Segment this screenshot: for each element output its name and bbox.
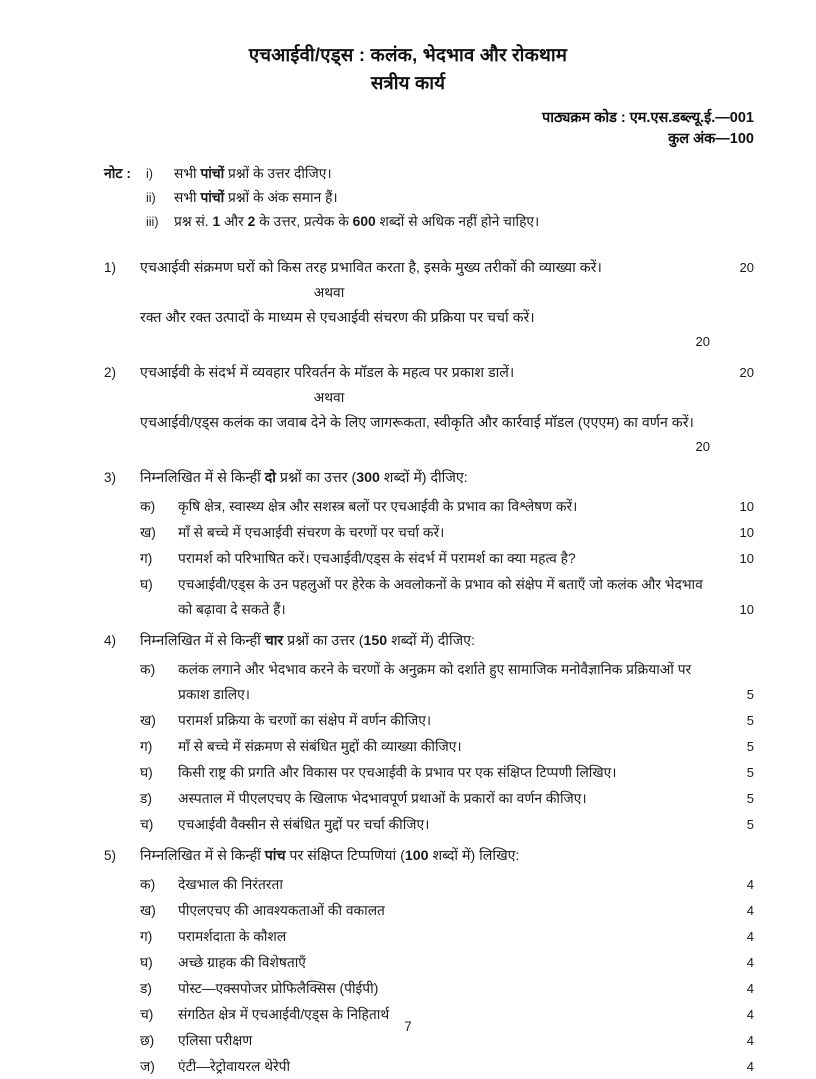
title-line-1: एचआईवी/एड्स : कलंक, भेदभाव और रोकथाम [248, 44, 568, 65]
note-section [0, 162, 816, 234]
sub-question-list [104, 872, 754, 1079]
sub-question-text: एंटी—रेट्रोवायरल थेरेपी [178, 1059, 291, 1074]
alternative-text: रक्त और रक्त उत्पादों के माध्यम से एचआईवी संचरण की प्रक्रिया पर चर्चा करें। [140, 310, 535, 326]
question-text: एचआईवी के संदर्भ में व्यवहार परिवर्तन के मॉडल के महत्व पर प्रकाश डालें। [140, 365, 515, 381]
note-item-text [174, 210, 816, 233]
question-lead-part: निम्नलिखित में से किन्हीं [140, 848, 265, 864]
question-lead-part: निम्नलिखित में से किन्हीं [140, 633, 265, 649]
sub-question-marks: 4 [746, 981, 754, 996]
note-emphasis: 1 [212, 214, 221, 229]
sub-question-row [104, 924, 754, 949]
question-block [104, 844, 754, 1079]
question-lead-part: निम्नलिखित में से किन्हीं [140, 470, 265, 486]
note-item [146, 162, 816, 186]
sub-question-text-wrap [178, 760, 754, 785]
alternative-marks: 20 [695, 334, 710, 349]
sub-question-marks: 4 [746, 1059, 754, 1074]
sub-question-text: संगठित क्षेत्र में एचआईवी/एड्स के निहितार्थ [178, 1007, 390, 1022]
note-emphasis: पांचों [200, 166, 225, 181]
sub-question-marks: 5 [746, 765, 754, 780]
note-item-number: ii) [146, 191, 156, 205]
note-emphasis: पांचों [200, 190, 225, 205]
note-label: नोट : [104, 165, 132, 181]
question-block [104, 629, 754, 837]
sub-question-row [104, 494, 754, 519]
sub-question-label: ड) [140, 981, 152, 996]
question-emphasis: 150 [363, 633, 388, 649]
sub-question-row [104, 898, 754, 923]
sub-question-marks: 10 [739, 499, 754, 514]
question-marks: 20 [739, 260, 754, 275]
sub-question-label: छ) [140, 1033, 155, 1048]
sub-question-row [104, 520, 754, 545]
question-marks: 20 [739, 365, 754, 380]
sub-question-text-wrap [178, 898, 754, 923]
sub-question-row [104, 1054, 754, 1079]
question-emphasis: 100 [404, 848, 429, 864]
sub-question-text: माँ से बच्चे में एचआईवी संचरण के चरणों पर चर्चा करें। [178, 525, 445, 540]
sub-question-label: क) [140, 499, 156, 514]
sub-question-label: घ) [140, 955, 153, 970]
sub-question-text-wrap [178, 734, 754, 759]
sub-question-label: क) [140, 877, 156, 892]
question-main-row [104, 844, 754, 868]
sub-question-marks: 4 [746, 903, 754, 918]
alternative-label: अथवा [313, 390, 345, 405]
sub-question-row [104, 760, 754, 785]
question-block [104, 256, 754, 354]
sub-question-text-wrap [178, 708, 754, 733]
note-list [104, 162, 816, 234]
sub-question-text-wrap [178, 494, 754, 519]
total-marks: कुल अंक—100 [668, 131, 754, 147]
sub-question-row [104, 976, 754, 1001]
page-title [0, 42, 816, 96]
sub-question-text-wrap [178, 924, 754, 949]
sub-question-label: ग) [140, 929, 153, 944]
sub-question-marks: 5 [746, 791, 754, 806]
sub-question-label: घ) [140, 765, 153, 780]
sub-question-label: ग) [140, 551, 153, 566]
alternative-body [140, 411, 754, 459]
sub-question-marks: 5 [746, 739, 754, 754]
sub-question-text-wrap [178, 976, 754, 1001]
note-text-part: और [220, 214, 248, 229]
sub-question-row [104, 572, 754, 622]
question-main-row [104, 629, 754, 653]
sub-question-label: ख) [140, 713, 156, 728]
sub-question-marks: 10 [739, 602, 754, 617]
question-emphasis: दो [264, 470, 276, 486]
sub-question-text-wrap [178, 657, 754, 707]
sub-question-marks: 4 [746, 955, 754, 970]
question-number: 3) [104, 470, 117, 485]
sub-question-text: किसी राष्ट्र की प्रगति और विकास पर एचआईवी के प्रभाव पर एक संक्षिप्त टिप्पणी लिखिए। [178, 765, 617, 780]
alternative-row [104, 306, 754, 354]
question-lead-part: प्रश्नों का उत्तर ( [275, 470, 357, 486]
sub-question-text-wrap [178, 572, 754, 622]
title-line-2: सत्रीय कार्य [370, 72, 446, 93]
sub-question-marks: 4 [746, 1007, 754, 1022]
question-main-row [104, 256, 754, 280]
note-text-part: सभी [174, 166, 201, 181]
sub-question-row [104, 657, 754, 707]
sub-question-text: कृषि क्षेत्र, स्वास्थ्य क्षेत्र और सशस्त्र बलों पर एचआईवी के प्रभाव का विश्लेषण करें। [178, 499, 578, 514]
sub-question-marks: 10 [739, 551, 754, 566]
sub-question-row [104, 950, 754, 975]
sub-question-text-wrap [178, 950, 754, 975]
note-text-part: प्रश्नों के अंक समान हैं। [224, 190, 338, 205]
sub-question-label: ग) [140, 739, 153, 754]
alternative-label: अथवा [313, 285, 345, 300]
question-emphasis: चार [264, 633, 284, 649]
questions-list [0, 256, 816, 1079]
note-emphasis: 2 [247, 214, 256, 229]
sub-question-text-wrap [178, 872, 754, 897]
question-lead-part: शब्दों में) दीजिए: [387, 633, 475, 649]
sub-question-text: कलंक लगाने और भेदभाव करने के चरणों के अनुक्रम को दर्शाते हुए सामाजिक मनोवैज्ञानिक प्रक्रियाओं पर प्रकाश डालिए। [178, 662, 692, 702]
sub-question-text: एचआईवी वैक्सीन से संबंधित मुद्दों पर चर्चा कीजिए। [178, 817, 430, 832]
note-item-text [174, 162, 816, 185]
question-block [104, 361, 754, 459]
course-code: पाठ्यक्रम कोड : एम.एस.डब्ल्यू.ई.—001 [542, 110, 754, 126]
question-number: 4) [104, 633, 117, 648]
note-text-part: प्रश्न सं. [174, 214, 213, 229]
alternative-text: एचआईवी/एड्स कलंक का जवाब देने के लिए जागरूकता, स्वीकृति और कार्रवाई मॉडल (एएएम) का वर्णन करें। [140, 415, 694, 431]
sub-question-text-wrap [178, 1054, 754, 1079]
sub-question-text: अस्पताल में पीएलएचए के खिलाफ भेदभावपूर्ण प्रथाओं के प्रकारों का वर्णन कीजिए। [178, 791, 587, 806]
note-item-number: iii) [146, 215, 159, 229]
sub-question-text: देखभाल की निरंतरता [178, 877, 283, 892]
sub-question-row [104, 734, 754, 759]
sub-question-text: परामर्श प्रक्रिया के चरणों का संक्षेप में वर्णन कीजिए। [178, 713, 432, 728]
sub-question-text-wrap [178, 520, 754, 545]
sub-question-row [104, 546, 754, 571]
sub-question-label: ड) [140, 791, 152, 806]
sub-question-text-wrap [178, 546, 754, 571]
note-text-part: सभी [174, 190, 201, 205]
sub-question-list [104, 494, 754, 622]
question-number: 5) [104, 848, 117, 863]
question-emphasis: 300 [356, 470, 380, 486]
sub-question-text: एचआईवी/एड्स के उन पहलुओं पर हेरेक के अवलोकनों के प्रभाव को संक्षेप में बताएँ जो कलंक और भेदभाव को बढ़ावा दे सकते हैं। [178, 577, 703, 617]
sub-question-marks: 10 [739, 525, 754, 540]
note-text-part: शब्दों से अधिक नहीं होने चाहिए। [375, 214, 540, 229]
alternative-row [104, 411, 754, 459]
sub-question-text: पीएलएचए की आवश्यकताओं की वकालत [178, 903, 385, 918]
sub-question-row [104, 872, 754, 897]
question-block [104, 466, 754, 622]
question-main-row [104, 466, 754, 490]
sub-question-marks: 5 [746, 713, 754, 728]
sub-question-label: घ) [140, 577, 153, 592]
question-number: 2) [104, 365, 117, 380]
sub-question-text: माँ से बच्चे में संक्रमण से संबंधित मुद्दों की व्याख्या कीजिए। [178, 739, 462, 754]
sub-question-marks: 5 [746, 687, 754, 702]
sub-question-text: परामर्शदाता के कौशल [178, 929, 287, 944]
question-number: 1) [104, 260, 117, 275]
question-body [140, 629, 754, 653]
sub-question-marks: 4 [746, 929, 754, 944]
sub-question-text-wrap [178, 812, 754, 837]
sub-question-marks: 4 [746, 877, 754, 892]
note-item [146, 186, 816, 210]
question-body [140, 466, 754, 490]
question-body [140, 844, 754, 868]
sub-question-label: क) [140, 662, 156, 677]
sub-question-text: पोस्ट—एक्सपोजर प्रोफिलैक्सिस (पीईपी) [178, 981, 379, 996]
alternative-marks: 20 [695, 439, 710, 454]
question-lead-part: शब्दों में) दीजिए: [379, 470, 468, 486]
page-number: 7 [404, 1019, 412, 1034]
question-body [140, 256, 754, 280]
note-text-part: प्रश्नों के उत्तर दीजिए। [224, 166, 332, 181]
sub-question-label: च) [140, 817, 154, 832]
question-body [140, 361, 754, 385]
sub-question-row [104, 708, 754, 733]
question-emphasis: पांच [264, 848, 286, 864]
sub-question-row [104, 812, 754, 837]
note-text-part: के उत्तर, प्रत्येक के [255, 214, 353, 229]
sub-question-marks: 4 [746, 1033, 754, 1048]
sub-question-label: ज) [140, 1059, 155, 1074]
note-item-text [174, 186, 816, 209]
sub-question-text-wrap [178, 786, 754, 811]
sub-question-label: च) [140, 1007, 154, 1022]
question-lead-part: प्रश्नों का उत्तर ( [283, 633, 364, 649]
question-text: एचआईवी संक्रमण घरों को किस तरह प्रभावित करता है, इसके मुख्य तरीकों की व्याख्या करें। [140, 260, 602, 276]
sub-question-text: परामर्श को परिभाषित करें। एचआईवी/एड्स के संदर्भ में परामर्श का क्या महत्व है? [178, 551, 576, 566]
alternative-body [140, 306, 754, 354]
note-item [146, 210, 816, 234]
course-meta [0, 108, 816, 150]
sub-question-list [104, 657, 754, 837]
question-lead-part: पर संक्षिप्त टिप्पणियां ( [285, 848, 405, 864]
note-item-number: i) [146, 167, 153, 181]
sub-question-label: ख) [140, 903, 156, 918]
sub-question-marks: 5 [746, 817, 754, 832]
sub-question-text: एलिसा परीक्षण [178, 1033, 253, 1048]
sub-question-label: ख) [140, 525, 156, 540]
sub-question-text: अच्छे ग्राहक की विशेषताएँ [178, 955, 306, 970]
question-lead-part: शब्दों में) लिखिए: [428, 848, 520, 864]
sub-question-row [104, 786, 754, 811]
note-emphasis: 600 [352, 214, 376, 229]
question-main-row [104, 361, 754, 385]
